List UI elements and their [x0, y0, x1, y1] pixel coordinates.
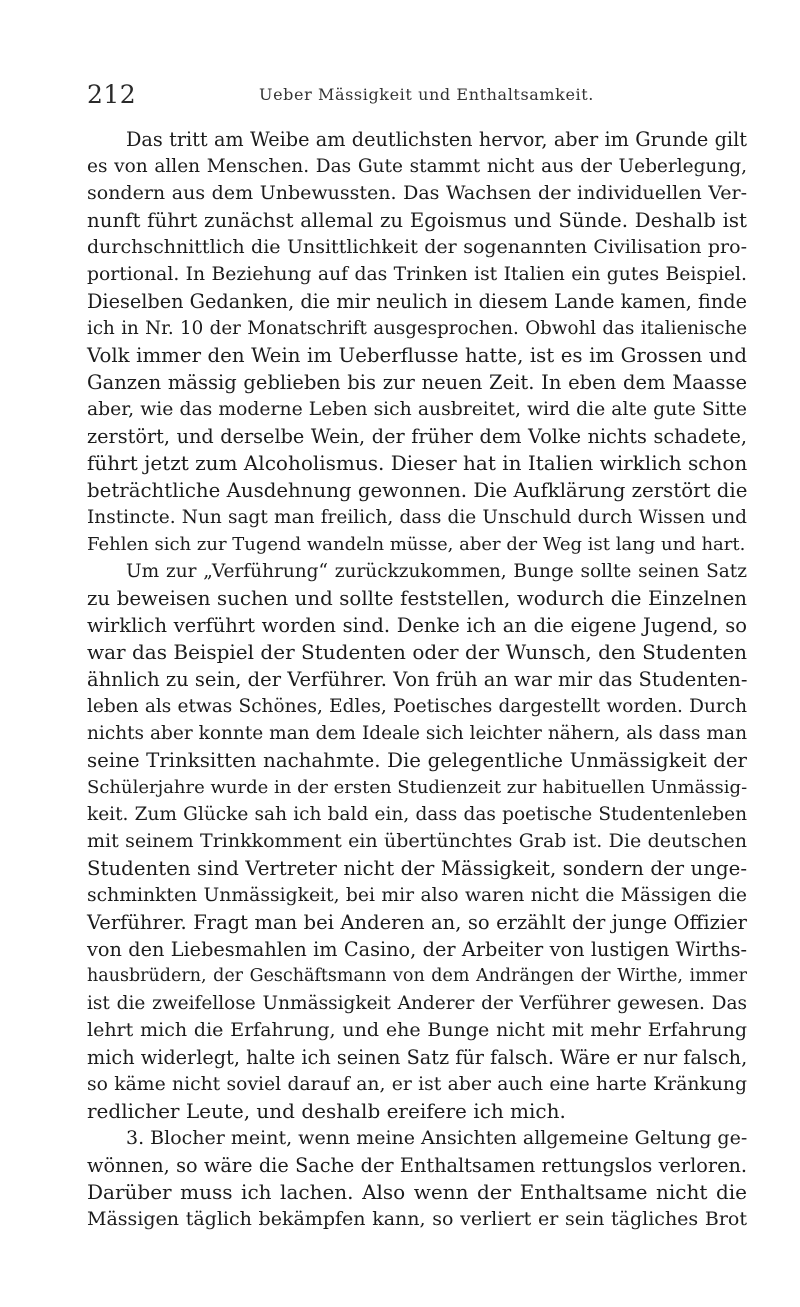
text-line: sondern aus dem Unbewussten. Das Wachsen der individuellen Ver-: [87, 182, 747, 204]
text-line: 3. Blocher meint, wenn meine Ansichten allgemeine Geltung ge-: [126, 1127, 748, 1149]
text-line: Darüber muss ich lachen. Also wenn der Enthaltsame nicht die: [87, 1180, 747, 1204]
text-line: wönnen, so wäre die Sache der Enthaltsamen rettungslos verloren.: [87, 1154, 747, 1177]
text-line: mit seinem Trinkkomment ein übertünchtes Grab ist. Die deutschen: [87, 830, 747, 852]
text-line: nunft führt zunächst allemal zu Egoismus und Sünde. Deshalb ist: [87, 209, 747, 232]
text-line: Schülerjahre wurde in der ersten Studienzeit zur habituellen Unmässig-: [87, 777, 748, 798]
text-line: zerstört, und derselbe Wein, der früher dem Volke nichts schadete,: [87, 425, 747, 448]
text-line: wirklich verführt worden sind. Denke ich an die eigene Jugend, so: [87, 614, 747, 637]
text-line: ist die zweifellose Unmässigkeit Anderer der Verführer gewesen. Das: [87, 993, 747, 1014]
text-line: seine Trinksitten nachahmte. Die gelegentliche Unmässigkeit der: [87, 749, 747, 772]
text-line: von den Liebesmahlen im Casino, der Arbeiter von lustigen Wirths-: [87, 938, 747, 961]
text-line: portional. In Beziehung auf das Trinken ist Italien ein gutes Beispiel.: [87, 264, 747, 285]
text-line: Fehlen sich zur Tugend wandeln müsse, aber der Weg ist lang und hart.: [87, 534, 746, 555]
page-header: [87, 80, 747, 110]
text-line: aber, wie das moderne Leben sich ausbreitet, wird die alte gute Sitte: [87, 399, 747, 420]
text-line: Mässigen täglich bekämpfen kann, so verliert er sein tägliches Brot: [87, 1208, 747, 1230]
text-line: ich in Nr. 10 der Monatschrift ausgesprochen. Obwohl das italienische: [87, 318, 747, 339]
text-line: lehrt mich die Erfahrung, und ehe Bunge nicht mit mehr Erfahrung: [87, 1019, 747, 1041]
text-line: durchschnittlich die Unsittlichkeit der sogenannten Civilisation pro-: [87, 236, 747, 258]
text-line: beträchtliche Ausdehnung gewonnen. Die Aufklärung zerstört die: [87, 479, 748, 502]
text-line: Studenten sind Vertreter nicht der Mässigkeit, sondern der unge-: [87, 857, 747, 880]
text-line: Verführer. Fragt man bei Anderen an, so erzählt der junge Offizier: [87, 911, 747, 934]
text-line: nichts aber konnte man dem Ideale sich leichter nähern, als dass man: [87, 723, 747, 744]
running-title: Ueber Mässigkeit und Enthaltsamkeit.: [259, 85, 594, 104]
text-line: Das tritt am Weibe am deutlichsten hervor, aber im Grunde gilt: [126, 128, 747, 151]
text-line: zu beweisen suchen und sollte feststellen, wodurch die Einzelnen: [87, 587, 747, 610]
page-number: 212: [87, 80, 137, 109]
text-line: Dieselben Gedanken, die mir neulich in diesem Lande kamen, finde: [87, 290, 747, 313]
text-line: keit. Zum Glücke sah ich bald ein, dass das poetische Studentenleben: [87, 804, 747, 825]
text-line: redlicher Leute, und deshalb ereifere ich mich.: [87, 1099, 566, 1123]
text-line: es von allen Menschen. Das Gute stammt nicht aus der Ueberlegung,: [87, 156, 747, 177]
text-line: ähnlich zu sein, der Verführer. Von früh an war mir das Studenten-: [87, 668, 748, 691]
text-line: schminkten Unmässigkeit, bei mir also waren nicht die Mässigen die: [87, 885, 747, 906]
text-line: so käme nicht soviel darauf an, er ist aber auch eine harte Kränkung: [87, 1074, 747, 1095]
body-text: [87, 126, 747, 1233]
text-line: Volk immer den Wein im Ueberflusse hatte, ist es im Grossen und: [87, 344, 747, 367]
text-line: führt jetzt zum Alcoholismus. Dieser hat in Italien wirklich schon: [87, 451, 748, 475]
text-line: mich widerlegt, halte ich seinen Satz für falsch. Wäre er nur falsch,: [87, 1046, 748, 1069]
text-line: leben als etwas Schönes, Edles, Poetisches dargestellt worden. Durch: [87, 696, 747, 717]
text-line: Instincte. Nun sagt man freilich, dass die Unschuld durch Wissen und: [87, 507, 747, 528]
text-line: hausbrüdern, der Geschäftsmann von dem Andrängen der Wirthe, immer: [87, 966, 747, 986]
text-line: Ganzen mässig geblieben bis zur neuen Zeit. In eben dem Maasse: [87, 371, 747, 394]
text-line: Um zur „Verführung“ zurückzukommen, Bunge sollte seinen Satz: [126, 561, 747, 582]
text-line: war das Beispiel der Studenten oder der Wunsch, den Studenten: [87, 640, 747, 664]
